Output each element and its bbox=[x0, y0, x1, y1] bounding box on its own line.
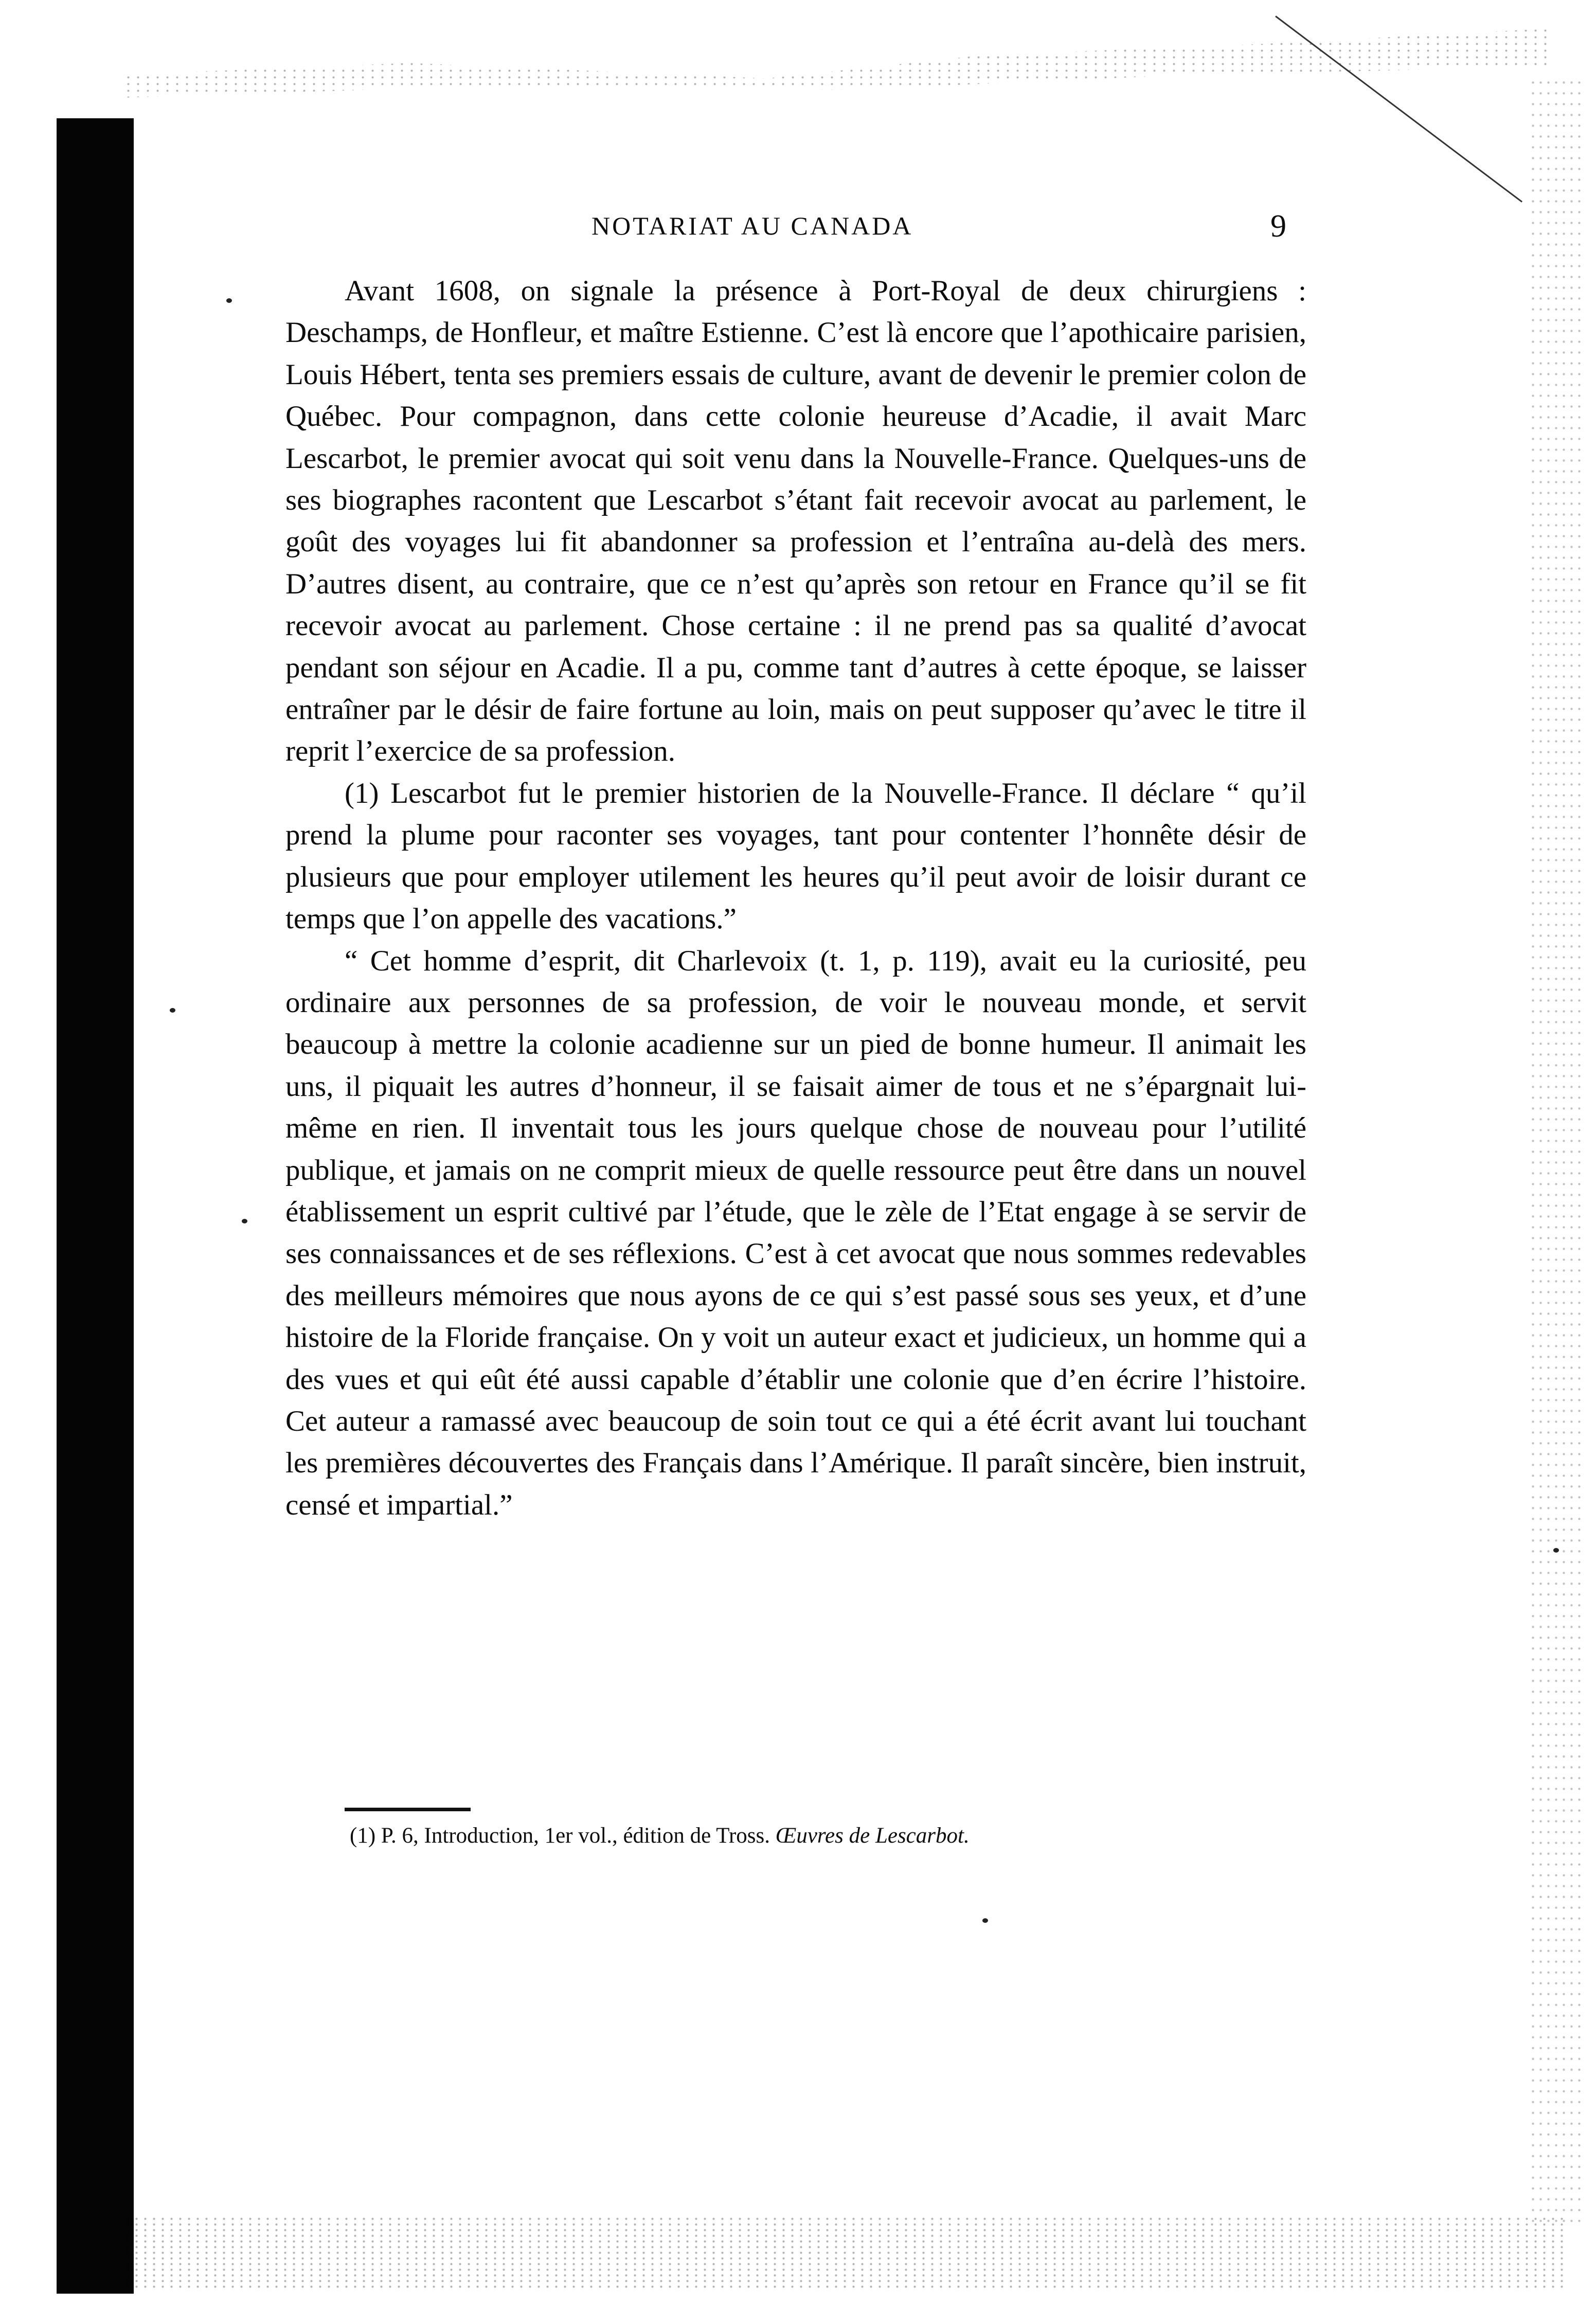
page-number: 9 bbox=[1270, 209, 1286, 244]
footnote-source-title: Œuvres de Lescarbot. bbox=[775, 1824, 970, 1848]
scan-speck bbox=[242, 1219, 247, 1223]
body-text bbox=[285, 270, 1306, 1526]
footnote bbox=[350, 1823, 1327, 1848]
scan-speck bbox=[170, 1008, 175, 1013]
scan-speck bbox=[982, 1918, 988, 1923]
scan-right-edge-noise bbox=[1529, 77, 1586, 2227]
running-title: NOTARIAT AU CANADA bbox=[591, 211, 913, 240]
scan-top-edge-noise bbox=[123, 21, 1553, 98]
scan-bottom-edge-noise bbox=[123, 2216, 1564, 2288]
paragraph-lescarbot-intro: Avant 1608, on signale la présence à Port-Royal de deux chirurgiens : Deschamps, de Honfleur, et maître Estienne. C’est là encore que l’apothicaire parisien, Louis Hébert, tenta ses premiers essais de culture, avant de devenir le premier colon de Québec. Pour compagnon, dans cette colonie heureuse d’Acadie, il avait Marc Lescarbot, le premier avocat qui soit venu dans la Nouvelle-France. Quelques-uns de ses biographes racontent que Lescarbot s’étant fait recevoir avocat au parlement, le goût des voyages lui fit abandonner sa profession et l’entraîna au-delà des mers. D’autres disent, au contraire, que ce n’est qu’après son retour en France qu’il se fit recevoir avocat au parlement. Chose certaine : il ne prend pas sa qualité d’avocat pendant son séjour en Acadie. Il a pu, comme tant d’autres à cette époque, se laisser entraîner par le désir de faire fortune au loin, mais on peut supposer qu’avec le titre il reprit l’exercice de sa profession. bbox=[285, 275, 1306, 768]
paragraph-charlevoix-quote: “ Cet homme d’esprit, dit Charlevoix (t. 1, p. 119), avait eu la curiosité, peu ordinaire aux personnes de sa profession, de voir le nouveau monde, et servit beaucoup à mettre la colonie acadienne sur un pied de bonne humeur. Il animait les uns, il piquait les autres d’honneur, il se faisait aimer de tous et ne s’épargnait lui-même en rien. Il inventait tous les jours quelque chose de nouveau pour l’utilité publique, et jamais on ne comprit mieux de quelle ressource peut être dans un nouvel établissement un esprit cultivé par l’étude, que le zèle de l’Etat engage à se servir de ses connaissances et de ses réflexions. C’est à cet avocat que nous sommes redevables des meilleurs mémoires que nous ayons de ce qui s’est passé sous ses yeux, et d’une histoire de la Floride française. On y voit un auteur exact et judicieux, un homme qui a des vues et qui eût été aussi capable d’établir une colonie que d’en écrire l’histoire. Cet auteur a ramassé avec beaucoup de soin tout ce qui a été écrit avant lui touchant les premières découvertes des Français dans l’Amérique. Il paraît sincère, bien instruit, censé et impartial.” bbox=[285, 944, 1306, 1521]
footnote-separator bbox=[345, 1808, 471, 1811]
footnote-text: (1) P. 6, Introduction, 1er vol., édition de Tross. bbox=[350, 1824, 770, 1848]
scan-binding-shadow bbox=[57, 118, 134, 2294]
scan-speck bbox=[226, 298, 232, 303]
paragraph-lescarbot-historian: (1) Lescarbot fut le premier historien de la Nouvelle-France. Il déclare “ qu’il prend la plume pour raconter ses voyages, tant pour contenter l’honnête désir de plusieurs que pour employer utilement les heures qu’il peut avoir de loisir durant ce temps que l’on appelle des vacations.” bbox=[285, 777, 1306, 935]
scan-speck bbox=[1553, 1548, 1559, 1553]
